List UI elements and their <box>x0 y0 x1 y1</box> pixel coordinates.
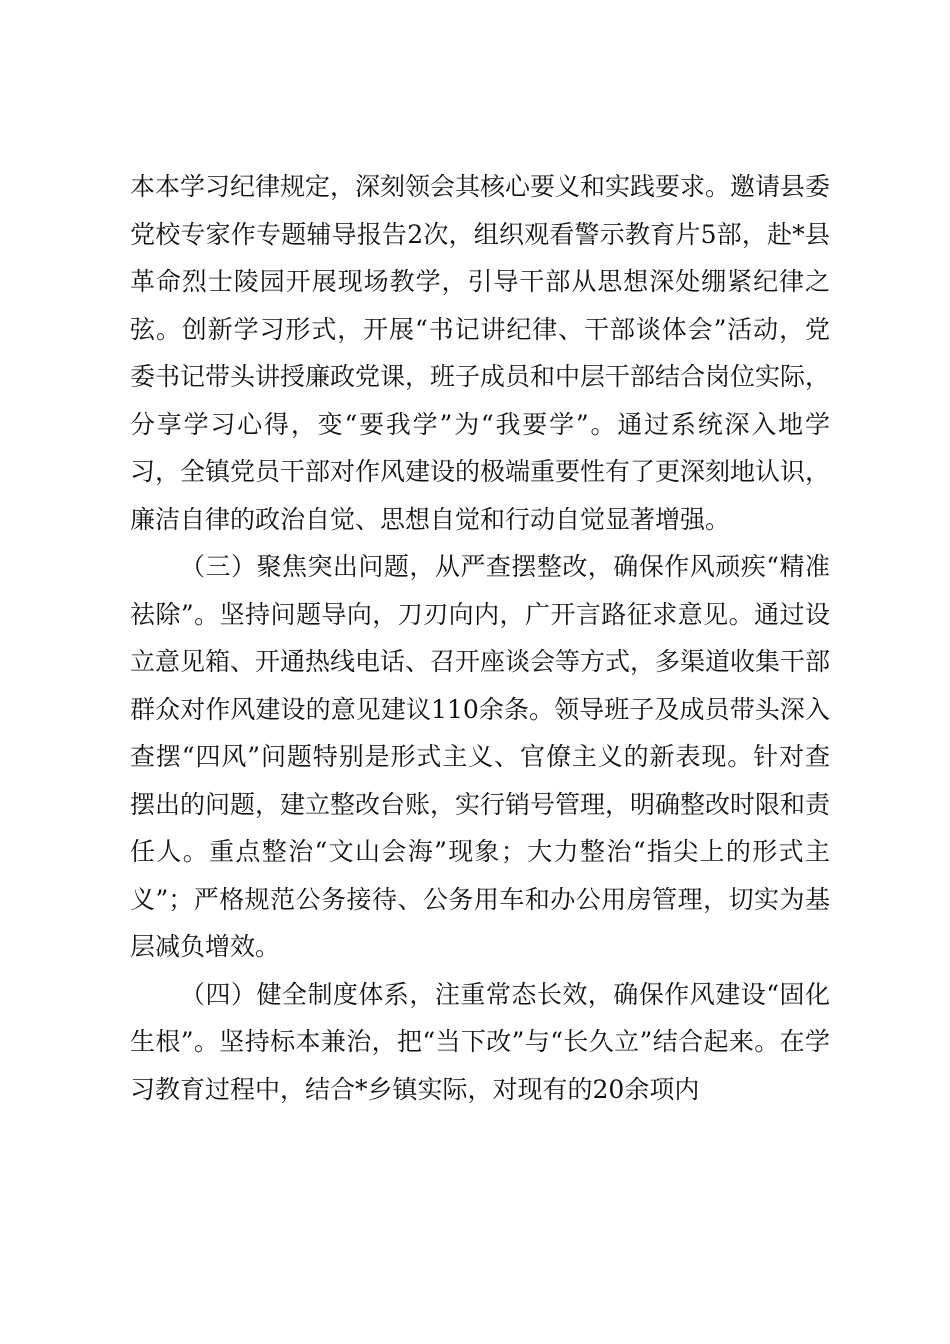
paragraph-section-3: （三）聚焦突出问题，从严查摆整改，确保作风顽疾“精准祛除”。坚持问题导向，刀刃向内，广开言路征求意见。通过设立意见箱、开通热线电话、召开座谈会等方式，多渠道收集干部群众对作风建设的意见建议110余条。领导班子及成员带头深入查摆“四风”问题特别是形式主义、官僚主义的新表现。针对查摆出的问题，建立整改台账，实行销号管理，明确整改时限和责任人。重点整治“文山会海”现象；大力整治“指尖上的形式主义”；严格规范公务接待、公务用车和办公用房管理，切实为基层减负增效。 <box>130 552 831 961</box>
document-body <box>130 163 830 1113</box>
paragraph-section-4: （四）健全制度体系，注重常态长效，确保作风建设“固化生根”。坚持标本兼治，把“当下改”与“长久立”结合起来。在学习教育过程中，结合*乡镇实际，对现有的20余项内 <box>130 979 830 1104</box>
paragraph-continuation: 本本学习纪律规定，深刻领会其核心要义和实践要求。邀请县委党校专家作专题辅导报告2次，组织观看警示教育片5部，赴*县革命烈士陵园开展现场教学，引导干部从思想深处绷紧纪律之弦。创新学习形式，开展“书记讲纪律、干部谈体会”活动，党委书记带头讲授廉政党课，班子成员和中层干部结合岗位实际，分享学习心得，变“要我学”为“我要学”。通过系统深入地学习，全镇党员干部对作风建设的极端重要性有了更深刻地认识，廉洁自律的政治自觉、思想自觉和行动自觉显著增强。 <box>130 172 831 534</box>
